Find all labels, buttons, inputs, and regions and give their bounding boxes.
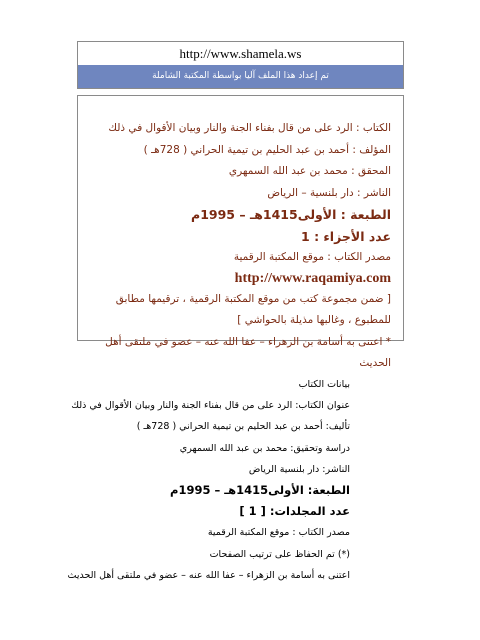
book-source: مصدر الكتاب : موقع المكتبة الرقمية bbox=[233, 251, 391, 263]
lower-note: (*) تم الحفاظ على ترتيب الصفحات bbox=[209, 548, 350, 560]
book-data-section bbox=[0, 374, 480, 586]
credit-note: * اعتنى به أسامة بن الزهراء – عفا الله عنه – عضو في ملتقى أهل الحديث bbox=[105, 335, 391, 369]
lower-title: عنوان الكتاب: الرد على من قال بفناء الجنة والنار وبيان الأقوال في ذلك bbox=[71, 400, 350, 412]
book-editor: المحقق : محمد بن عبد الله السمهري bbox=[228, 165, 391, 177]
book-parts: عدد الأجزاء : 1 bbox=[301, 228, 391, 244]
book-publisher: الناشر : دار بلنسية – الرياض bbox=[267, 186, 391, 199]
book-edition: الطبعة : الأولى1415هـ – 1995م bbox=[191, 207, 391, 222]
lower-editor: دراسة وتحقيق: محمد بن عبد الله السمهري bbox=[179, 442, 350, 454]
source-url: http://www.raqamiya.com bbox=[234, 270, 391, 286]
book-info-box bbox=[77, 95, 404, 369]
lower-source: مصدر الكتاب : موقع المكتبة الرقمية bbox=[207, 527, 350, 539]
header-box bbox=[77, 41, 404, 89]
header-note: تم إعداد هذا الملف آليا بواسطة المكتبة الشاملة bbox=[78, 65, 403, 88]
lower-publisher: الناشر: دار بلنسية الرياض bbox=[248, 463, 350, 475]
book-title: الكتاب : الرد على من قال بفناء الجنة والنار وبيان الأقوال في ذلك bbox=[108, 122, 391, 134]
lower-author: تأليف: أحمد بن عبد الحليم بن تيمية الحراني ( 728هـ ) bbox=[136, 421, 350, 433]
collection-note: [ ضمن مجموعة كتب من موقع المكتبة الرقمية ، ترقيمها مطابق للمطبوع ، وغالبها مذيلة بالحواشي ] bbox=[115, 292, 391, 326]
lower-edition: الطبعة: الأولى1415هـ – 1995م bbox=[170, 483, 350, 498]
header-url: http://www.shamela.ws bbox=[179, 46, 302, 61]
section-heading: بيانات الكتاب bbox=[298, 379, 350, 390]
book-author: المؤلف : أحمد بن عبد الحليم بن تيمية الحراني ( 728هـ ) bbox=[143, 143, 391, 156]
lower-credit: اعتنى به أسامة بن الزهراء – عفا الله عنه – عضو في ملتقى أهل الحديث bbox=[67, 569, 350, 581]
lower-volumes: عدد المجلدات: [ 1 ] bbox=[239, 504, 350, 519]
